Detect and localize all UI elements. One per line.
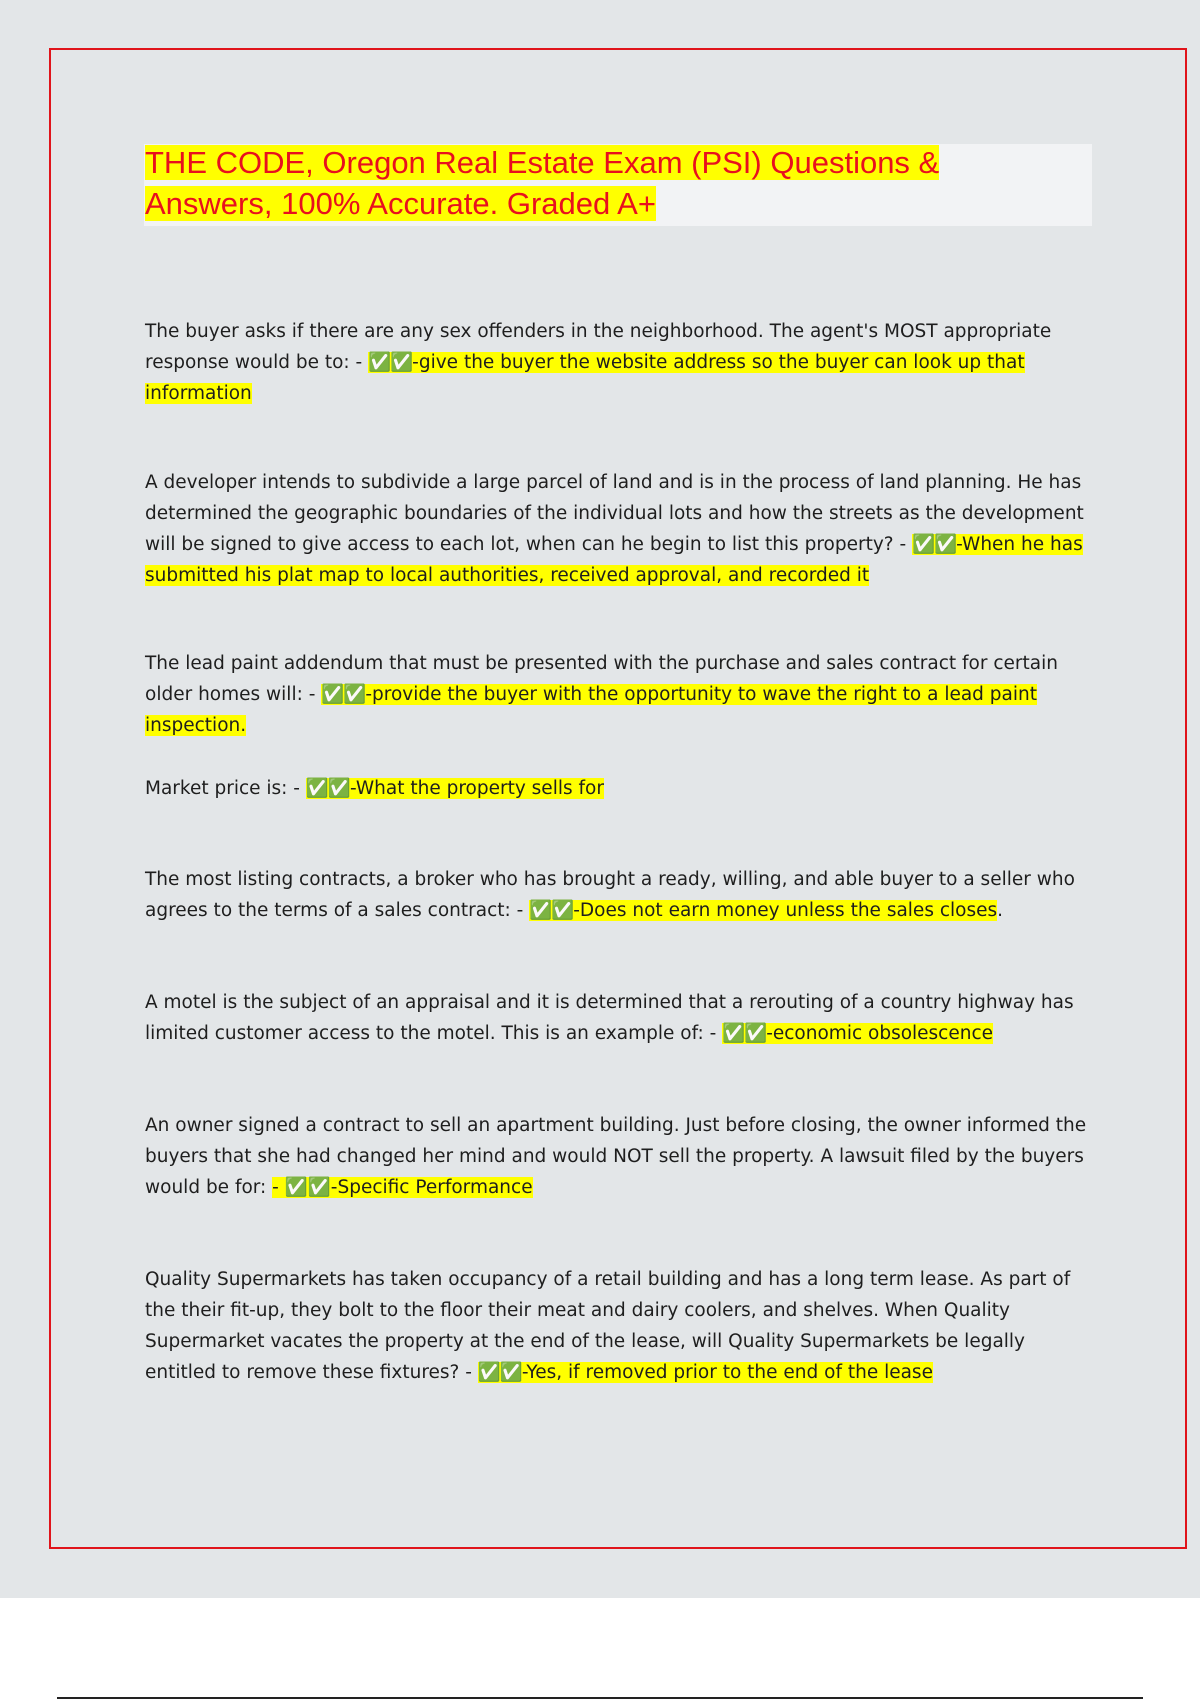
question-text: Quality Supermarkets has taken occupancy of a retail building and has a long term lease. As part of the their fit-up, they bolt to the floor their meat and dairy coolers, and shelves. When Quality Supermarket vacates the property at the end of the lease, will Quality Supermarkets be legally entitled to remove these fixtures? - [145,1269,1071,1383]
question-text: Market price is: - [145,778,306,799]
qa-item: The most listing contracts, a broker who has brought a ready, willing, and able buyer to a seller who agrees to the terms of a sales contract: - ✅✅-Does not earn money unless the sales closes. [145,869,1075,921]
qa-item [145,467,1090,591]
qa-item [145,987,1090,1049]
question-text: The lead paint addendum that must be presented with the purchase and sales contract for certain older homes will: - [145,653,1058,705]
double-check-icon: ✅✅ [321,684,366,705]
double-check-icon: ✅✅ [912,534,957,555]
qa-item [145,1264,1090,1388]
question-text: The buyer asks if there are any sex offenders in the neighborhood. The agent's MOST appropriate response would be to: - [145,321,1052,373]
answer-highlight [529,900,997,921]
answer-text: -What the property sells for [349,778,604,799]
footer-divider [57,1697,1143,1699]
answer-highlight [722,1023,993,1044]
answer-text: -give the buyer the website address so the buyer can look up that information [145,352,1025,404]
question-text: A motel is the subject of an appraisal and it is determined that a rerouting of a country highway has limited customer access to the motel. This is an example of: - [145,992,1074,1044]
document-title [145,142,1045,224]
answer-text: - ✅✅-Specific Performance [272,1177,533,1198]
answer-text: -Yes, if removed prior to the end of the lease [521,1362,933,1383]
qa-item [145,773,1090,804]
qa-item [145,1110,1090,1203]
question-text: A developer intends to subdivide a large parcel of land and is in the process of land planning. He has determined the geographic boundaries of the individual lots and how the streets as the development will be signed to give access to each lot, when can he begin to list this property? - [145,472,1084,555]
double-check-icon: ✅✅ [722,1023,767,1044]
double-check-icon: ✅✅ [305,778,350,799]
double-check-icon: ✅✅ [368,352,413,373]
question-text: An owner signed a contract to sell an apartment building. Just before closing, the owner informed the buyers that she had changed her mind and would NOT sell the property. A lawsuit filed by the buyers would be for: [145,1115,1087,1198]
answer-highlight [478,1362,933,1383]
title-line-1: THE CODE, Oregon Real Estate Exam (PSI) Questions & [145,145,940,180]
answer-text: -economic obsolescence [766,1023,994,1044]
qa-item [145,648,1090,741]
qa-item [145,316,1090,409]
answer-text: -provide the buyer with the opportunity to wave the right to a lead paint inspection. [145,684,1037,736]
double-check-icon: ✅✅ [529,900,574,921]
answer-text: -When he has submitted his plat map to local authorities, received approval, and recorded it [145,534,1083,586]
answer-highlight [272,1177,532,1198]
title-line-2: Answers, 100% Accurate. Graded A+ [145,186,656,221]
question-text: The most listing contracts, a broker who has brought a ready, willing, and able buyer to a seller who agrees to the terms of a sales contract: - [145,869,1075,921]
answer-highlight [306,778,604,799]
answer-text: -Does not earn money unless the sales closes [573,900,998,921]
double-check-icon: ✅✅ [477,1362,522,1383]
